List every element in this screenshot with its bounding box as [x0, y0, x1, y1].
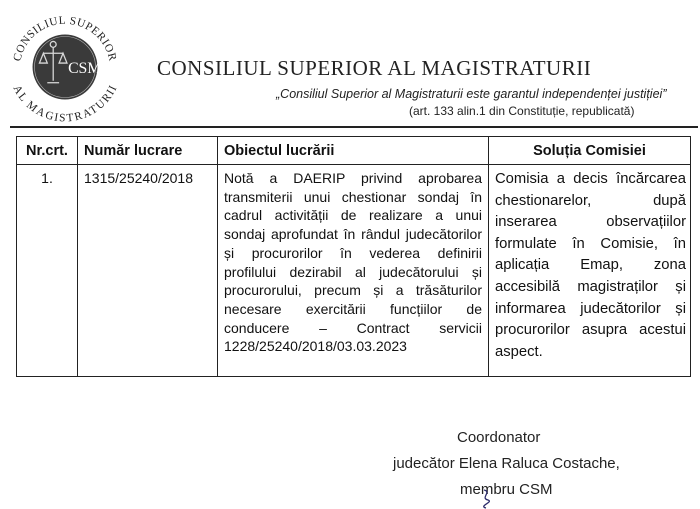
csm-logo: [6, 8, 124, 126]
signature-name: judecător Elena Raluca Costache,: [393, 455, 620, 472]
header-divider: [10, 126, 698, 128]
motto: „Consiliul Superior al Magistraturii este garantul independenței justiției”: [276, 87, 667, 101]
cell-nr: 1.: [17, 165, 78, 377]
logo-ring-top-text: CONSILIUL SUPERIOR: [11, 14, 119, 63]
logo-ring-bottom-text: AL MAGISTRATURII: [10, 83, 120, 125]
col-header-solutie: Soluția Comisiei: [489, 137, 691, 165]
table-header-row: [17, 137, 691, 165]
col-header-obiect: Obiectul lucrării: [218, 137, 489, 165]
table-row: [17, 165, 691, 377]
handwritten-signature-mark: [470, 488, 510, 509]
col-header-nr: Nr.crt.: [17, 137, 78, 165]
signature-title: membru CSM: [460, 481, 553, 498]
decisions-table: [16, 136, 691, 377]
constitution-article-ref: (art. 133 alin.1 din Constituție, republicată): [409, 104, 635, 118]
cell-numar: 1315/25240/2018: [78, 165, 218, 377]
col-header-numar: Număr lucrare: [78, 137, 218, 165]
cell-obiect: Notă a DAERIP privind aprobarea transmiterii unui chestionar sondaj în cadrul activității de realizare a unui sondaj aprofundat în rândul judecătorilor și procurorilor în vederea definirii profilului dezirabil al judecătorului și procurorului, precum și a trăsăturilor necesare exercitării funcțiilor de conducere – Contract servicii 1228/25240/2018/03.03.2023: [218, 165, 489, 377]
org-title: CONSILIUL SUPERIOR AL MAGISTRATURII: [157, 56, 592, 80]
signature-role: Coordonator: [457, 429, 541, 446]
logo-center-text: CSM: [68, 59, 102, 77]
cell-solutie: Comisia a decis încărcarea chestionarelor, după inserarea observațiilor formulate în Comisie, în aplicația Emap, zona accesibilă magistraților și informarea judecătorilor și procurorilor asupra acestui aspect.: [489, 165, 691, 377]
